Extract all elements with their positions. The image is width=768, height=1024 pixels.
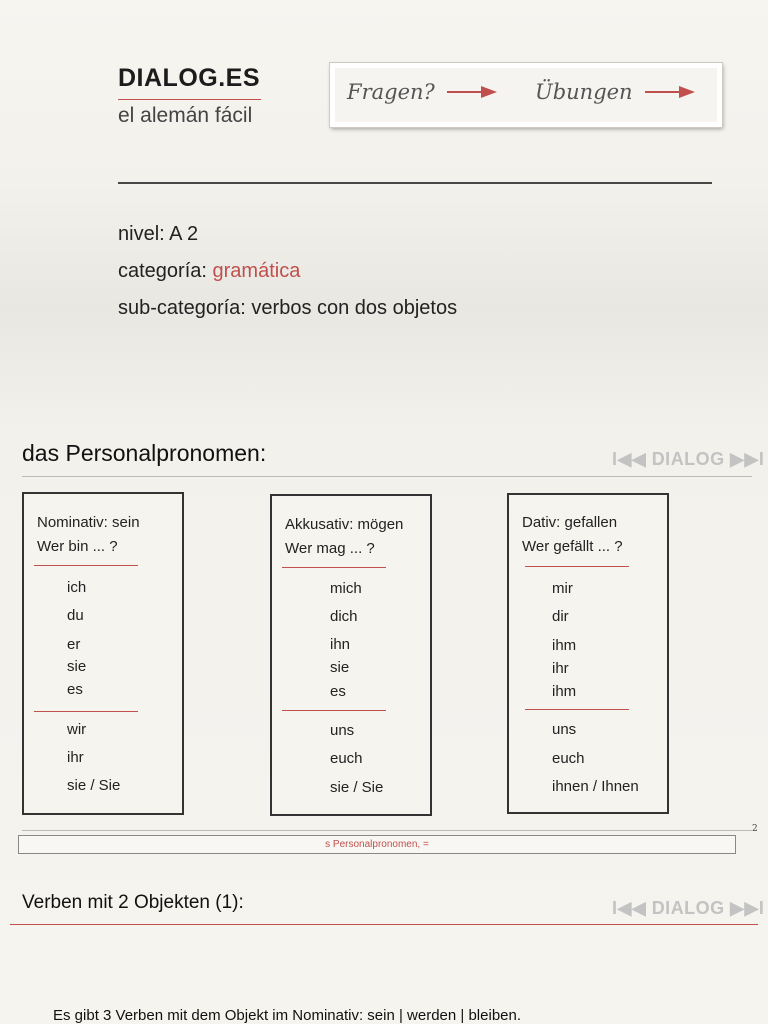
pronoun-item: ihm: [552, 637, 577, 654]
footnote-box: [18, 835, 736, 854]
box-divider: [34, 711, 138, 712]
section-title-personalpronomen: das Personalpronomen:: [22, 440, 267, 466]
arrow-right-icon: [447, 86, 497, 98]
body-text: Es gibt 3 Verben mit dem Objekt im Nominativ: sein | werden | bleiben.: [53, 1007, 522, 1024]
pronoun-item: sie / Sie: [67, 777, 121, 794]
section-title-verben: Verben mit 2 Objekten (1):: [22, 892, 244, 913]
footnote-text: s Personalpronomen, =: [325, 839, 429, 850]
pronoun-item: es: [67, 681, 83, 698]
fragen-link[interactable]: [347, 80, 497, 104]
box-divider: [282, 567, 386, 568]
pronoun-item: wir: [67, 721, 87, 738]
categoria-line: [118, 260, 300, 283]
nivel-line: [118, 223, 198, 246]
pronoun-item: uns: [552, 721, 577, 738]
pronoun-item: sie: [330, 659, 350, 676]
pronoun-item: dich: [330, 608, 358, 625]
subcategoria-line: [118, 297, 457, 320]
pronoun-item: es: [330, 683, 346, 700]
pronoun-item: ihn: [330, 636, 351, 653]
subcategoria-label: sub-categoría:: [118, 297, 246, 319]
pronoun-item: mir: [552, 580, 573, 597]
pronoun-item: mich: [330, 580, 362, 597]
divider: [22, 830, 752, 831]
pronoun-item: ihm: [552, 683, 577, 700]
links-box: [330, 63, 722, 127]
arrow-right-icon: [645, 86, 695, 98]
pronoun-item: uns: [330, 722, 355, 739]
box-question: Wer mag ... ?: [285, 540, 375, 557]
box-divider: [282, 710, 386, 711]
categoria-link[interactable]: gramática: [212, 260, 301, 282]
logo-title[interactable]: DIALOG.ES: [118, 64, 261, 92]
pronoun-item: er: [67, 636, 81, 653]
section-divider: [22, 476, 752, 477]
page-number: 2: [752, 824, 758, 834]
logo-subtitle: el alemán fácil: [118, 104, 253, 127]
nivel-value: A 2: [169, 223, 199, 245]
pronoun-item: ihr: [552, 660, 569, 677]
box-heading: Dativ: gefallen: [522, 514, 618, 531]
pronoun-item: dir: [552, 608, 569, 625]
ubungen-link[interactable]: [535, 80, 695, 104]
pronoun-item: sie: [67, 658, 87, 675]
pronoun-item: sie / Sie: [330, 779, 384, 796]
box-divider: [525, 566, 629, 567]
pronoun-item: du: [67, 607, 84, 624]
section-divider: [10, 924, 758, 925]
box-heading: Akkusativ: mögen: [285, 516, 404, 533]
box-heading: Nominativ: sein: [37, 514, 140, 531]
box-question: Wer bin ... ?: [37, 538, 118, 555]
categoria-label: categoría:: [118, 260, 207, 282]
box-question: Wer gefällt ... ?: [522, 538, 623, 555]
box-divider: [34, 565, 138, 566]
box-divider: [525, 709, 629, 710]
dialog-nav[interactable]: I◀◀ DIALOG ▶▶I: [612, 449, 765, 469]
pronoun-box-dativ: [507, 493, 669, 814]
divider: [118, 182, 712, 184]
pronoun-item: ihnen / Ihnen: [552, 778, 639, 795]
fragen-label: Fragen?: [347, 80, 435, 104]
pronoun-item: euch: [330, 750, 363, 767]
pronoun-box-nominativ: [22, 492, 184, 815]
pronoun-item: ihr: [67, 749, 84, 766]
pronoun-box-akkusativ: [270, 494, 432, 816]
logo-underline: [118, 99, 261, 100]
subcategoria-value: verbos con dos objetos: [251, 297, 458, 319]
nivel-label: nivel:: [118, 223, 165, 245]
ubungen-label: Übungen: [535, 80, 633, 104]
dialog-nav[interactable]: I◀◀ DIALOG ▶▶I: [612, 898, 765, 918]
pronoun-item: ich: [67, 579, 87, 596]
pronoun-item: euch: [552, 750, 585, 767]
